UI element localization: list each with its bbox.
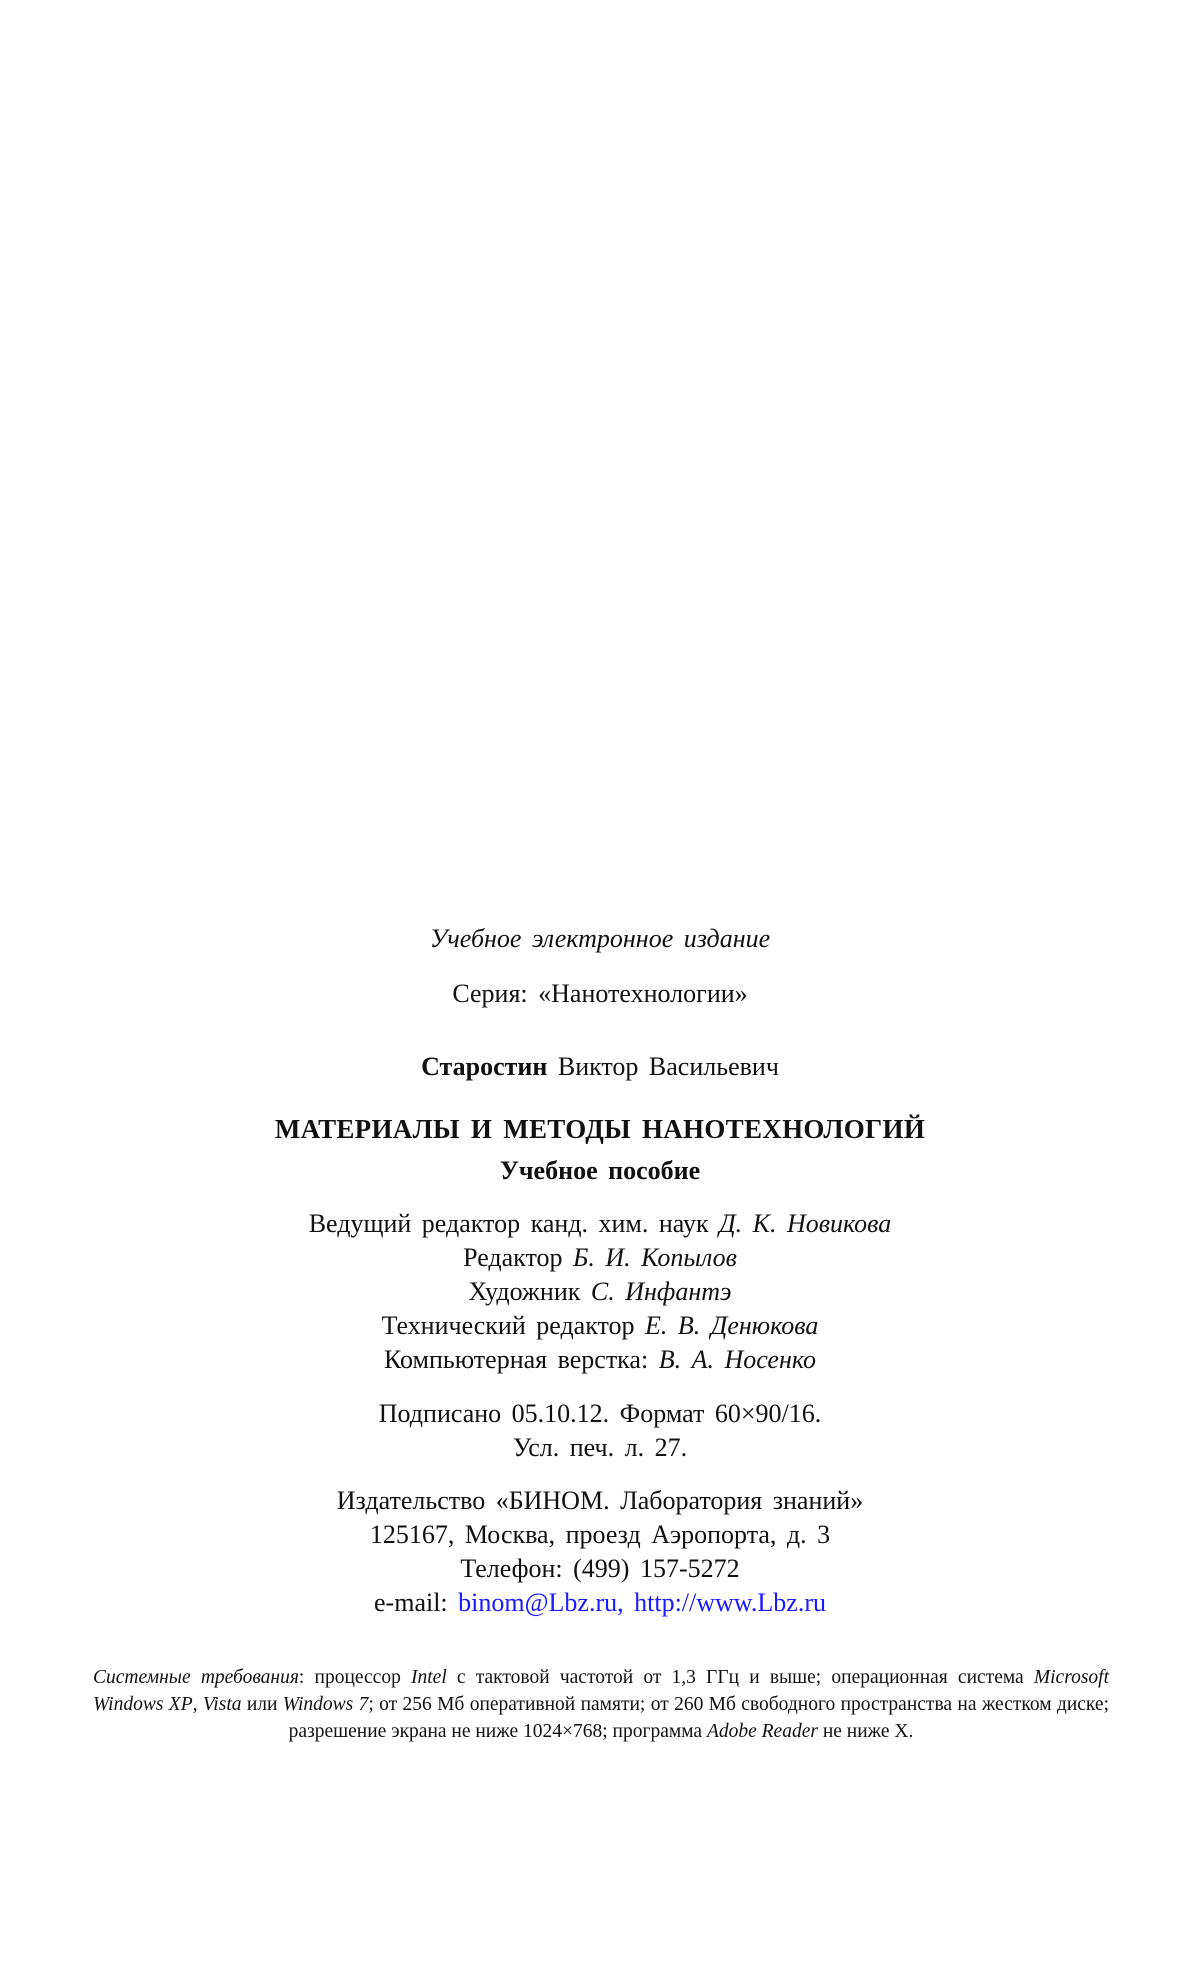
credit-role: Ведущий редактор канд. хим. наук	[308, 1209, 709, 1238]
sysreq-text: ,	[192, 1694, 203, 1715]
book-subtitle: Учебное пособие	[499, 1156, 701, 1185]
credit-layout	[0, 1343, 1200, 1377]
sysreq-windows7: Windows 7	[282, 1694, 369, 1715]
credit-role: Технический редактор	[381, 1311, 635, 1340]
publisher-phone: Телефон: (499) 157-5272	[460, 1554, 740, 1583]
email-label: e-mail:	[374, 1588, 448, 1617]
sysreq-windows-xp: Microsoft Windows XP	[93, 1667, 1109, 1715]
credit-editor	[0, 1241, 1200, 1275]
credit-name: С. Инфантэ	[590, 1277, 732, 1306]
author-surname: Старостин	[421, 1052, 548, 1081]
publisher-address: 125167, Москва, проезд Аэропорта, д. 3	[369, 1520, 831, 1549]
author-given-names: Виктор Васильевич	[557, 1052, 779, 1081]
print-signed: Подписано 05.10.12. Формат 60×90/16.	[378, 1399, 822, 1428]
edition-type: Учебное электронное издание	[429, 924, 771, 953]
credit-name: Д. К. Новикова	[719, 1209, 892, 1238]
email-link[interactable]: binom@Lbz.ru,	[458, 1588, 624, 1617]
sysreq-text: : процессор	[298, 1667, 412, 1688]
credit-name: Б. И. Копылов	[572, 1243, 737, 1272]
print-sheets: Усл. печ. л. 27.	[512, 1433, 688, 1462]
credit-role: Редактор	[463, 1243, 563, 1272]
credit-role: Художник	[468, 1277, 581, 1306]
sysreq-text: с тактовой частотой от 1,3 ГГц и выше; операционная система	[446, 1667, 1034, 1688]
credit-lead-editor	[0, 1207, 1200, 1241]
credit-artist	[0, 1275, 1200, 1309]
sysreq-intel: Intel	[411, 1667, 447, 1688]
sysreq-label: Системные требования	[93, 1667, 299, 1688]
credit-name: Е. В. Денюкова	[645, 1311, 819, 1340]
credit-role: Компьютерная верстка:	[383, 1345, 649, 1374]
system-requirements	[93, 1664, 1109, 1745]
website-link[interactable]: http://www.Lbz.ru	[634, 1588, 826, 1617]
author	[0, 1050, 1200, 1084]
sysreq-text: или	[241, 1694, 283, 1715]
sysreq-text: ; от 256 Мб оперативной памяти; от 260 Мб свободного пространства на жестком диске; разрешение экрана не ниже 1024×768; программа	[288, 1694, 1109, 1742]
publisher-name: Издательство «БИНОМ. Лаборатория знаний»	[336, 1486, 864, 1515]
sysreq-adobe: Adobe Reader	[706, 1721, 818, 1742]
publisher-contacts	[0, 1586, 1200, 1620]
sysreq-vista: Vista	[202, 1694, 242, 1715]
sysreq-text: не ниже X.	[817, 1721, 914, 1742]
series: Серия: «Нанотехнологии»	[452, 979, 748, 1008]
book-title: МАТЕРИАЛЫ И МЕТОДЫ НАНОТЕХНОЛОГИЙ	[274, 1114, 926, 1144]
credit-name: В. А. Носенко	[658, 1345, 817, 1374]
credit-tech-editor	[0, 1309, 1200, 1343]
